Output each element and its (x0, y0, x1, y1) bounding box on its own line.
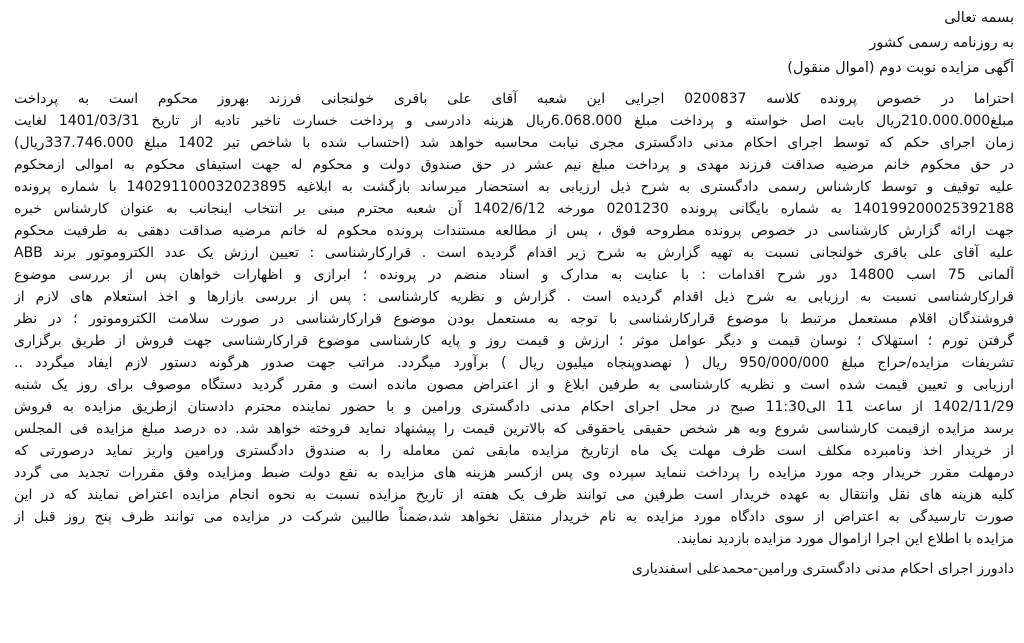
body-line: علیه آقای علی باقری خولنجانی نسبت به تهیه گزارش به شرح زیر اقدام گردیده است . قرارکارشناسی : تعیین ارزش یک عدد الکتروموتور برند ABB (14, 245, 1014, 261)
body-line: در حق محکوم خانم مرضیه صداقت فرزند مهدی و پرداخت مبلغ نیم عشر در حق صندوق دولت و محکوم له جهت استیفای محکوم به اموالی ازمحکوم (14, 157, 1014, 173)
body-line: برسد مزایده ازقیمت کارشناسی شروع وبه هر شخص حقیقی یاحقوقی که بالاترین قیمت را پیشنهاد نماید فروخته خواهد شد. ده درصد مبلغ مزایده فی المجلس (14, 421, 1014, 437)
body-line: زمان اجرای حکم که توسط اجرای احکام مدنی دادگستری مجری نیابت محاسبه خواهد شد (احتساب شده با شاخص تیر 1402 مبلغ 337.746.000ریال) (14, 135, 1014, 151)
signature-line: دادورز اجرای احکام مدنی دادگستری ورامین-محمدعلی اسفندیاری (631, 561, 1014, 577)
body-line: مزایده با اطلاع این اجرا ازاموال مورد مزایده بازدید نمایند. (676, 531, 1014, 547)
addressee-line: به روزنامه رسمی کشور (869, 35, 1014, 51)
body-line: مبلغ210.000.000ریال بابت اصل خواسته و پرداخت مبلغ 6.068.000ریال هزینه دادرسی و پرداخت خسارت تاخیر تادیه از تاریخ 1401/03/31 لغایت (14, 113, 1014, 129)
body-line: کلیه هزینه های نقل وانتقال به عهده خریدار است طرفین می توانند ظرف یک هفته از تاریخ مزایده نسبت به نحوه انجام مزایده اعتراض نمایند که در این (14, 487, 1014, 503)
body-line: تشریفات مزایده/حراج مبلغ 950/000/000 ریال ( نهصدوپنجاه میلیون ریال ) برآورد میگردد. مراتب جهت صدور هرگونه دستور لازم ایفاد میگردد .. (14, 355, 1014, 371)
document-header (14, 6, 1014, 81)
body-line: علیه توقیف و توسط کارشناس رسمی دادگستری به شرح ذیل ارزیابی به استحضار میرساند بازگشت به ابلاغیه 140291100032023895 با شماره پرونده (14, 179, 1014, 195)
body-line: 1402/11/29 از ساعت 11 الی11:30 صبح در محل اجرای احکام مدنی دادگستری ورامین و با حضور نماینده محترم دادستان ازطریق مزایده به فروش (14, 399, 1014, 415)
body-line: قرارکارشناسی نسبت به ارزیابی به شرح ذیل اقدام گردیده است . گزارش و نظریه کارشناسی : پس از بررسی بازارها و اخذ استعلام های لازم از (14, 289, 1014, 305)
document-footer (14, 557, 1014, 581)
basmala: بسمه تعالی (944, 10, 1014, 26)
body-line: جهت ارائه گزارش کارشناسی در خصوص پرونده مطروحه فوق ، پس از مطالعه مستندات پرونده محکوم له خانم مرضیه صداقت دهقی به طرفیت محکوم (14, 223, 1014, 239)
document-title: آگهی مزایده نوبت دوم (اموال منقول) (787, 60, 1014, 76)
body-line: صورت تارسیدگی به اعتراض از سوی دادگاه مورد مزایده به نام خریدار منتقل نخواهد شد،ضمناً طالبین شرکت در مزایده می توانند ظرف پنج روز قبل از (14, 509, 1014, 525)
header-spacer (14, 81, 1014, 88)
body-line: احتراما در خصوص پرونده کلاسه 0200837 اجرایی این شعبه آقای علی باقری خولنجانی فرزند بهروز محکوم است به پرداخت (14, 91, 1014, 107)
body-line: ارزیابی و تعیین قیمت شده است و نظریه کارشناسی به طرفین ابلاغ و از اعتراض مصون مانده است و مقرر گردید دستگاه موصوف برای روز یک شنبه (14, 377, 1014, 393)
body-line: آلمانی 75 اسب 14800 دور شرح اقدامات : با عنایت به مدارک و اسناد منضم در پرونده ؛ ابرازی و اظهارات خواهان پس از بررسی موضوع (14, 267, 1014, 283)
document-body (14, 88, 1014, 550)
body-line: 140199200025392188 به شماره بایگانی پرونده 0201230 مورخه 1402/6/12 آن شعبه محترم مبنی بر انتخاب اینجانب به عنوان کارشناس خبره (14, 201, 1014, 217)
body-line: فروشندگان اقلام مستعمل مرتبط با موضوع قرارکارشناسی با توجه به مستعمل بودن موضوع قرارکارشناسی در صورت سلامت الکتروموتور ؛ در نظر (14, 311, 1014, 327)
body-line: از خریدار اخذ ونامبرده مکلف است ظرف مهلت یک ماه ازتاریخ مزایده مابقی ثمن معامله را به صندوق دادگستری ورامین واریز نماید درصورتی که (14, 443, 1014, 459)
body-line: درمهلت مقرر خریدار وجه مورد مزایده را پرداخت ننماید سپرده وی پس ازکسر هزینه های مزایده به نفع دولت ضبط ومزایده وفق مقررات تجدید می گردد (14, 465, 1014, 481)
body-line: گرفتن تورم ؛ استهلاک ؛ نوسان قیمت و دیگر عوامل موثر ؛ ارزش و قیمت روز و پایه کارشناسی موضوع قرارکارشناسی جهت فروش از طریق برگزاری (14, 333, 1014, 349)
